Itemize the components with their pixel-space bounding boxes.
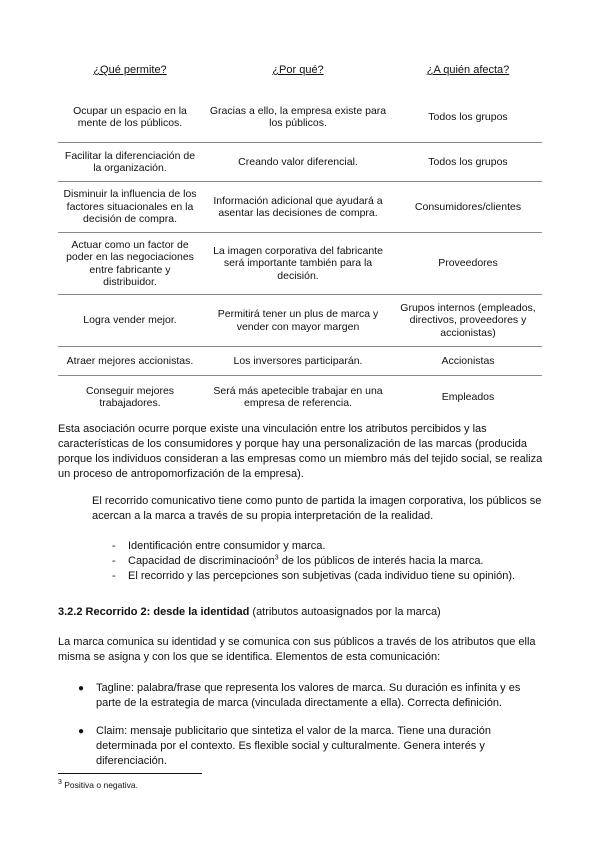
bullet-list (78, 681, 544, 782)
table-cell: Información adicional que ayudará a asentar las decisiones de compra. (213, 194, 383, 219)
list-item-text: Identificación entre consumidor y marca. (128, 540, 326, 552)
association-paragraph: Esta asociación ocurre porque existe una vinculación entre los atributos percibidos y las características de los consumidores y porque hay una personalización de las marcas (producida porque los individuos consideran a las empresas como un miembro más del tejido social, se realiza un proceso de antropomorfización de la empresa). (58, 423, 543, 480)
section-heading-bold: 3.2.2 Recorrido 2: desde la identidad (58, 606, 250, 618)
header-a-quien-afecta: ¿A quién afecta? (426, 64, 510, 76)
table-row (58, 143, 542, 182)
table-cell: Accionistas (441, 354, 495, 367)
list-item-text: El recorrido y las percepciones son subjetivas (cada individuo tiene su opinión). (128, 570, 516, 582)
table-cell: Conseguir mejores trabajadores. (85, 384, 175, 409)
route-paragraph: El recorrido comunicativo tiene como punto de partida la imagen corporativa, los públicos se acercan a la marca a través de su propia interpretación de la realidad. (92, 495, 542, 522)
list-item-text: Tagline: palabra/frase que representa los valores de marca. Su duración es infinita y es parte de la estrategia de marca (vinculada directamente a ella). Correcta definición. (96, 682, 521, 709)
table-row (58, 376, 542, 418)
footnote-reference: 3 (274, 554, 279, 562)
dash-marker: - (112, 555, 116, 567)
table-cell: Actuar como un factor de poder en las negociaciones entre fabricante y distribuidor. (66, 238, 194, 288)
header-por-que: ¿Por qué? (272, 64, 324, 76)
bullet-icon: ● (78, 726, 85, 737)
table-cell: Todos los grupos (428, 155, 508, 168)
table-header (58, 58, 542, 92)
list-item (112, 569, 544, 584)
list-item (112, 554, 544, 569)
list-item (112, 539, 544, 554)
footnote (58, 780, 138, 791)
table-cell: Los inversores participarán. (233, 354, 363, 367)
table-cell: Grupos internos (empleados, directivos, proveedores y accionistas) (400, 301, 536, 339)
table-cell: Proveedores (438, 257, 498, 270)
table-cell: Facilitar la diferenciación de la organización. (64, 149, 196, 174)
footnote-text: Positiva o negativa. (61, 780, 138, 790)
table-cell: Disminuir la influencia de los factores situacionales en la decisión de compra. (63, 188, 197, 226)
benefits-table (58, 58, 542, 418)
table-row (58, 347, 542, 376)
footnote-divider (58, 773, 202, 774)
header-que-permite: ¿Qué permite? (93, 64, 167, 76)
table-cell: La imagen corporativa del fabricante será importante también para la decisión. (213, 244, 383, 282)
dash-list (112, 539, 544, 584)
section-heading (58, 605, 441, 620)
list-item-text: de los públicos de interés hacia la marca. (278, 555, 484, 567)
section-heading-note: (atributos autoasignados por la marca) (249, 606, 441, 618)
list-item-text: Claim: mensaje publicitario que sintetiza el valor de la marca. Tiene una duración determinada por el contexto. Es flexible social y culturalmente. Genera interés y diferenciación. (96, 725, 491, 767)
table-cell: Ocupar un espacio en la mente de los públicos. (73, 104, 187, 129)
table-cell: Empleados (441, 390, 495, 403)
table-cell: Creando valor diferencial. (238, 155, 358, 168)
table-row (58, 92, 542, 143)
table-row (58, 295, 542, 347)
table-row (58, 182, 542, 233)
dash-marker: - (112, 540, 116, 552)
table-cell: Logra vender mejor. (83, 314, 177, 327)
table-cell: Será más apetecible trabajar en una empresa de referencia. (213, 384, 383, 409)
table-cell: Atraer mejores accionistas. (66, 354, 194, 367)
table-cell: Gracias a ello, la empresa existe para los públicos. (209, 104, 387, 129)
table-cell: Permitirá tener un plus de marca y vender con mayor margen (217, 308, 379, 333)
list-item (78, 681, 544, 711)
table-cell: Consumidores/clientes (414, 200, 522, 213)
footnote-number: 3 (58, 779, 62, 787)
table-cell: Todos los grupos (428, 110, 508, 123)
bullet-icon: ● (78, 683, 85, 694)
list-item (78, 724, 544, 769)
table-row (58, 233, 542, 295)
dash-marker: - (112, 570, 116, 582)
brand-paragraph: La marca comunica su identidad y se comunica con sus públicos a través de los atributos que ella misma se asigna y con los que se identifica. Elementos de esta comunicación: (58, 636, 536, 663)
list-item-text: Capacidad de discriminacioón (128, 555, 275, 567)
